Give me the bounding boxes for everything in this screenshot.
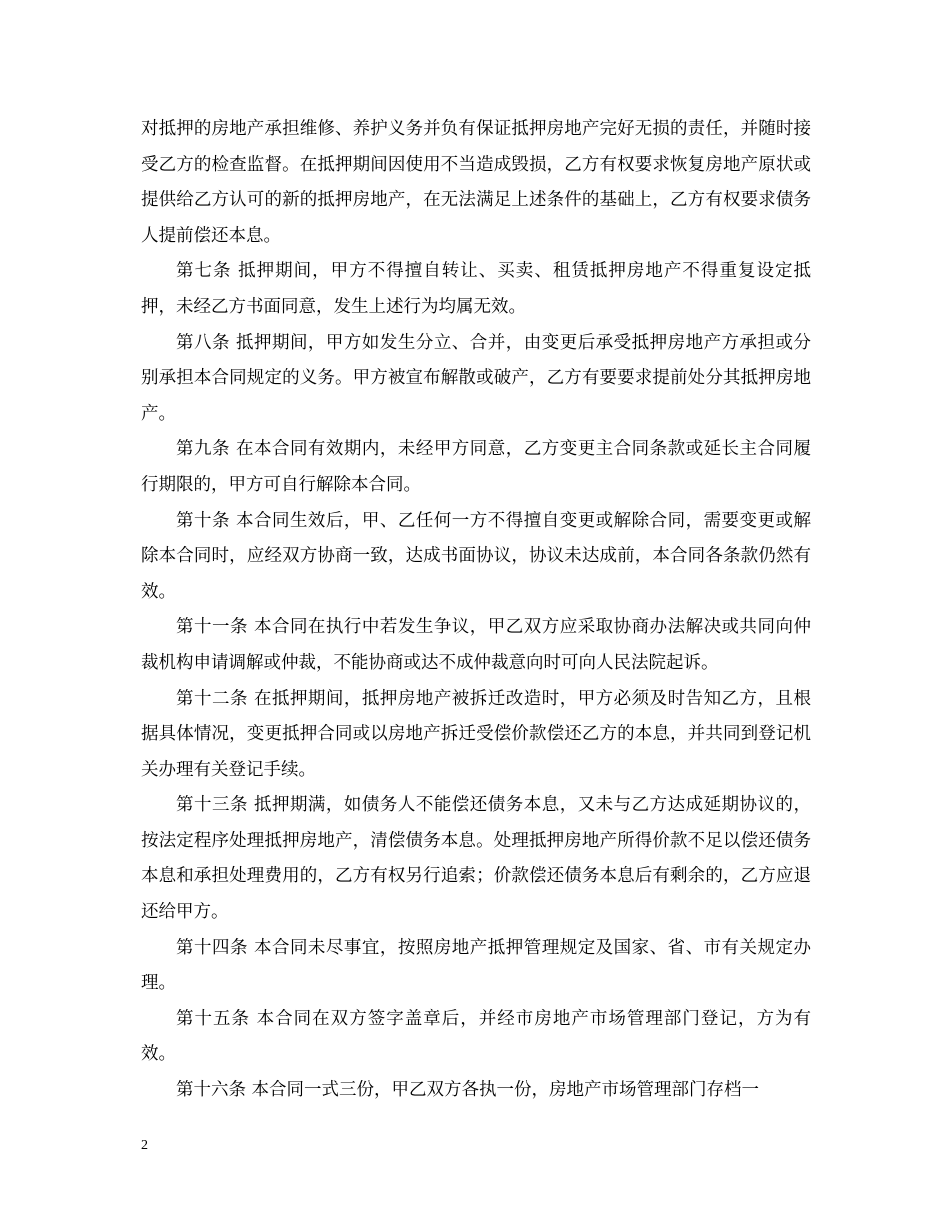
paragraph-article-13: 第十三条 抵押期满，如债务人不能偿还债务本息，又未与乙方达成延期协议的，按法定程序处理抵押房地产，清偿债务本息。处理抵押房地产所得价款不足以偿还债务本息和承担处理费用的，乙方有权另行追索；价款偿还债务本息后有剩余的，乙方应退还给甲方。 bbox=[141, 795, 811, 923]
paragraph-article-12: 第十二条 在抵押期间，抵押房地产被拆迁改造时，甲方必须及时告知乙方，且根据具体情况，变更抵押合同或以房地产拆迁受偿价款偿还乙方的本息，并共同到登记机关办理有关登记手续。 bbox=[141, 688, 811, 780]
paragraph-article-11: 第十一条 本合同在执行中若发生争议，甲乙双方应采取协商办法解决或共同向仲裁机构申请调解或仲裁，不能协商或达不成仲裁意向时可向人民法院起诉。 bbox=[141, 617, 811, 673]
paragraph-article-10: 第十条 本合同生效后，甲、乙任何一方不得擅自变更或解除合同，需要变更或解除本合同时，应经双方协商一致，达成书面协议，协议未达成前，本合同各条款仍然有效。 bbox=[141, 510, 811, 602]
paragraph-article-16: 第十六条 本合同一式三份，甲乙双方各执一份，房地产市场管理部门存档一 bbox=[176, 1080, 760, 1101]
paragraph-article-8: 第八条 抵押期间，甲方如发生分立、合并，由变更后承受抵押房地产方承担或分别承担本合同规定的义务。甲方被宣布解散或破产，乙方有要要求提前处分其抵押房地产。 bbox=[141, 332, 811, 424]
paragraph-article-15: 第十五条 本合同在双方签字盖章后，并经市房地产市场管理部门登记，方为有效。 bbox=[141, 1008, 811, 1065]
paragraph-continuation: 对抵押的房地产承担维修、养护义务并负有保证抵押房地产完好无损的责任，并随时接受乙方的检查监督。在抵押期间因使用不当造成毁损，乙方有权要求恢复房地产原状或提供给乙方认可的新的抵押房地产，在无法满足上述条件的基础上，乙方有权要求债务人提前偿还本息。 bbox=[141, 119, 811, 246]
paragraph-article-14: 第十四条 本合同未尽事宜，按照房地产抵押管理规定及国家、省、市有关规定办理。 bbox=[141, 937, 811, 994]
paragraph-article-7: 第七条 抵押期间，甲方不得擅自转让、买卖、租赁抵押房地产不得重复设定抵押，未经乙方书面同意，发生上述行为均属无效。 bbox=[141, 261, 811, 317]
page-number: 2 bbox=[141, 1138, 148, 1153]
paragraph-article-9: 第九条 在本合同有效期内，未经甲方同意，乙方变更主合同条款或延长主合同履行期限的，甲方可自行解除本合同。 bbox=[141, 439, 811, 495]
document-body bbox=[141, 112, 811, 1109]
